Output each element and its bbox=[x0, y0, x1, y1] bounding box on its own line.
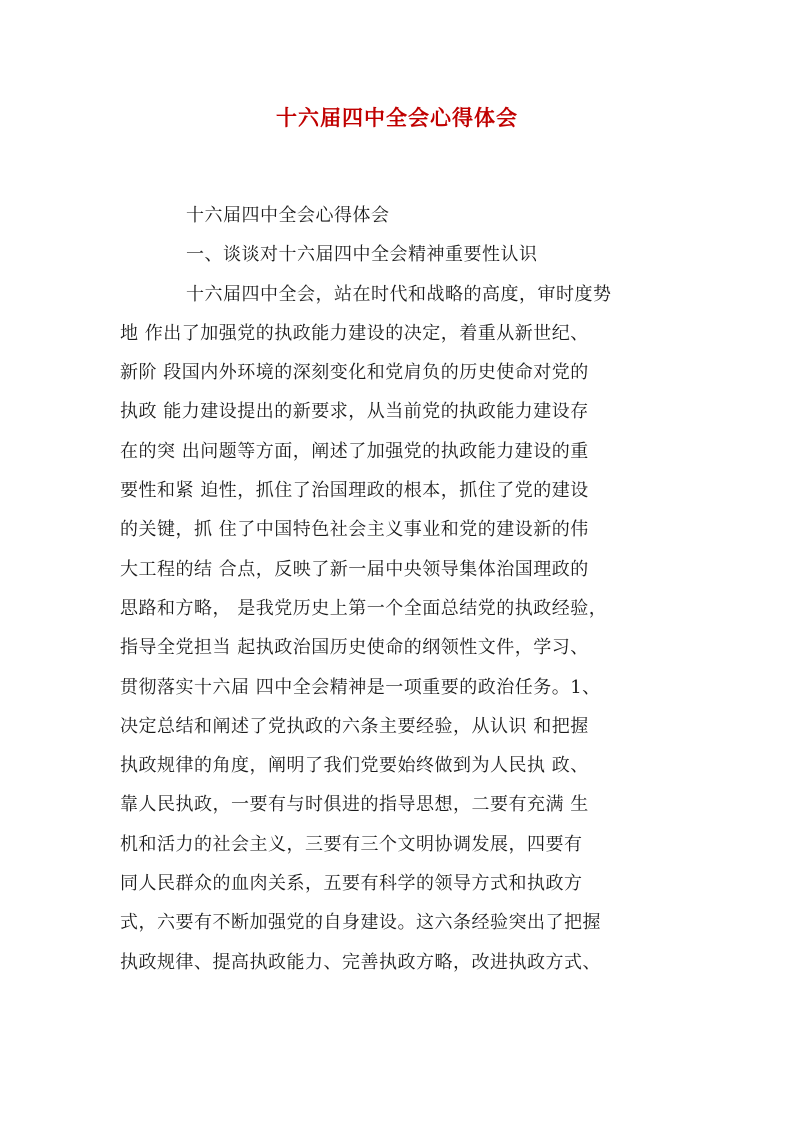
body-line: 同人民群众的血肉关系，五要有科学的领导方式和执政方 bbox=[120, 873, 583, 895]
body-line: 执政规律的角度，阐明了我们党要始终做到为人民执 政、 bbox=[120, 755, 589, 777]
body-line-paragraph-start: 十六届四中全会，站在时代和战略的高度，审时度势 bbox=[186, 283, 612, 305]
body-line: 要性和紧 迫性，抓住了治国理政的根本，抓住了党的建设 bbox=[120, 480, 589, 502]
document-title: 十六届四中全会心得体会 bbox=[276, 105, 518, 130]
body-line: 在的突 出问题等方面，阐述了加强党的执政能力建设的重 bbox=[120, 440, 589, 462]
body-line: 地 作出了加强党的执政能力建设的决定，着重从新世纪、 bbox=[120, 322, 589, 344]
body-line: 贯彻落实十六届 四中全会精神是一项重要的政治任务。1、 bbox=[120, 676, 601, 698]
body-line: 执政规律、提高执政能力、完善执政方略，改进执政方式、 bbox=[120, 951, 601, 973]
body-line: 新阶 段国内外环境的深刻变化和党肩负的历史使命对党的 bbox=[120, 362, 589, 384]
body-line: 靠人民执政，一要有与时俱进的指导思想，二要有充满 生 bbox=[120, 794, 589, 816]
body-line: 的关键，抓 住了中国特色社会主义事业和党的建设新的伟 bbox=[120, 519, 589, 541]
body-line: 执政 能力建设提出的新要求，从当前党的执政能力建设存 bbox=[120, 401, 589, 423]
document-body bbox=[120, 196, 680, 982]
body-line: 指导全党担当 起执政治国历史使命的纲领性文件，学习、 bbox=[120, 637, 589, 659]
body-line-section-heading: 一、谈谈对十六届四中全会精神重要性认识 bbox=[186, 244, 538, 266]
body-line: 机和活力的社会主义，三要有三个文明协调发展，四要有 bbox=[120, 833, 583, 855]
body-line: 思路和方略， 是我党历史上第一个全面总结党的执政经验， bbox=[120, 597, 608, 619]
body-line: 决定总结和阐述了党执政的六条主要经验，从认识 和把握 bbox=[120, 715, 589, 737]
body-line: 式，六要有不断加强党的自身建设。这六条经验突出了把握 bbox=[120, 912, 601, 934]
body-line: 大工程的结 合点，反映了新一届中央领导集体治国理政的 bbox=[120, 558, 589, 580]
body-line-subtitle: 十六届四中全会心得体会 bbox=[186, 205, 390, 226]
